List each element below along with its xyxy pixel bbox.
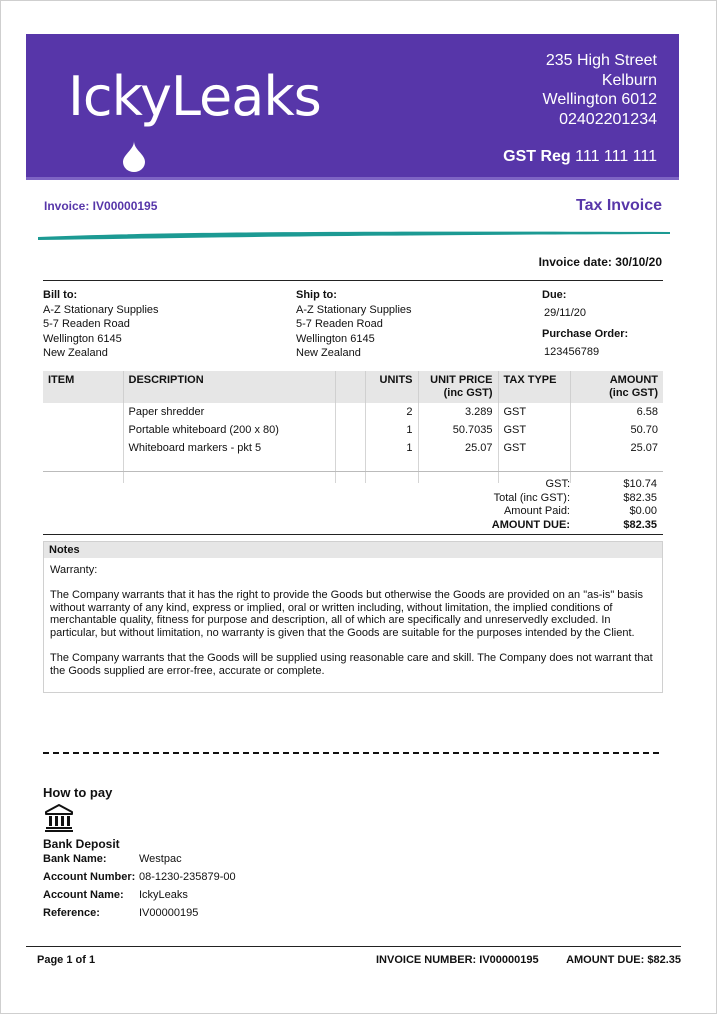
reference-value: IV00000195	[139, 907, 199, 919]
bill-to-line: A-Z Stationary Supplies	[43, 303, 159, 316]
footer-invoice-number: INVOICE NUMBER: IV00000195	[376, 954, 539, 966]
bank-name-value: Westpac	[139, 853, 182, 865]
bill-to-line: Wellington 6145	[43, 332, 122, 345]
gst-total-label: GST:	[545, 478, 570, 490]
ship-to-block	[296, 288, 412, 361]
invoice-header	[26, 34, 679, 180]
col-unit-price	[418, 371, 498, 403]
cell-units: 1	[365, 421, 418, 439]
cell-blank	[335, 403, 365, 421]
totals-row-due	[420, 519, 657, 533]
invoice-date	[539, 255, 662, 269]
totals-row-total	[420, 492, 657, 506]
cell-description: Portable whiteboard (200 x 80)	[123, 421, 335, 439]
cell-units: 1	[365, 439, 418, 457]
bill-to-line: New Zealand	[43, 347, 108, 359]
gst-total-value: $10.74	[623, 478, 657, 490]
cell-amount: 50.70	[630, 424, 658, 436]
drop-icon	[121, 140, 147, 172]
totals-divider	[43, 534, 663, 535]
ship-to-line: New Zealand	[296, 347, 361, 359]
amount-due-label: AMOUNT DUE:	[491, 518, 570, 531]
account-number-label: Account Number:	[43, 871, 136, 883]
cell-blank	[335, 439, 365, 457]
bill-to-line: 5-7 Readen Road	[43, 318, 130, 330]
total-value: $82.35	[623, 491, 657, 504]
invoice-number: Invoice: IV00000195	[44, 199, 158, 213]
account-number-value: 08-1230-235879-00	[139, 871, 236, 883]
footer-amount-due: AMOUNT DUE: $82.35	[566, 954, 681, 966]
table-row	[43, 403, 663, 421]
col-unit-price-line1: UNIT PRICE	[430, 374, 493, 386]
line-items-table	[43, 371, 663, 483]
bank-icon	[44, 803, 74, 833]
col-amount	[570, 371, 663, 403]
due-label: Due:	[542, 289, 567, 301]
cell-tax-type: GST	[498, 421, 570, 439]
notes-paragraph: Warranty:	[50, 564, 98, 576]
purchase-order-number: 123456789	[544, 346, 600, 358]
total-label: Total (inc GST):	[493, 491, 570, 504]
footer-divider	[26, 946, 681, 947]
gst-registration	[503, 148, 657, 166]
invoice-date-value: 30/10/20	[615, 255, 662, 269]
cell-unit-price: 25.07	[418, 439, 498, 457]
address-line: Kelburn	[601, 71, 657, 89]
cell-unit-price: 50.7035	[418, 421, 498, 439]
cell-item	[43, 403, 123, 421]
cell-amount: 25.07	[630, 442, 658, 454]
col-amount-line1: AMOUNT	[609, 374, 658, 386]
how-to-pay-heading: How to pay	[43, 785, 113, 800]
payment-method: Bank Deposit	[43, 837, 120, 851]
bank-name-label: Bank Name:	[43, 853, 107, 865]
company-address	[543, 51, 657, 129]
due-date: 29/11/20	[544, 307, 587, 319]
gst-number: 111 111 111	[575, 148, 657, 165]
cell-tax-type: GST	[498, 403, 570, 421]
cell-blank	[335, 421, 365, 439]
bank-detail-row	[43, 870, 236, 888]
ship-to-line: A-Z Stationary Supplies	[296, 303, 412, 316]
address-line: Wellington 6012	[542, 91, 657, 108]
col-item: ITEM	[43, 371, 123, 403]
col-tax-type: TAX TYPE	[498, 371, 570, 403]
amount-paid-label: Amount Paid:	[503, 505, 570, 517]
bank-detail-row	[43, 888, 236, 906]
ship-to-label: Ship to:	[296, 289, 337, 301]
reference-label: Reference:	[43, 907, 100, 919]
ship-to-line: 5-7 Readen Road	[296, 318, 383, 330]
account-name-label: Account Name:	[43, 889, 124, 901]
company-logo-text: IckyLeaks	[68, 65, 321, 128]
bill-to-label: Bill to:	[43, 289, 78, 301]
cell-tax-type: GST	[498, 439, 570, 457]
bank-detail-row	[43, 906, 236, 924]
bank-details	[43, 852, 236, 924]
col-amount-line2: (inc GST)	[609, 387, 658, 399]
gst-label: GST Reg	[503, 148, 571, 165]
invoice-date-label: Invoice date:	[538, 255, 612, 269]
totals-row-paid	[420, 505, 657, 519]
notes-box	[43, 541, 663, 693]
notes-paragraph: The Company warrants that the Goods will be supplied using reasonable care and skill. The Company does not warrant that the Goods supplied are error-free, accurate or complete.	[50, 651, 653, 677]
address-line: 235 High Street	[545, 52, 657, 69]
totals-block	[420, 478, 657, 532]
notes-heading: Notes	[44, 542, 662, 558]
page-indicator: Page 1 of 1	[37, 954, 96, 966]
cell-amount: 6.58	[636, 406, 658, 418]
cell-units: 2	[365, 403, 418, 421]
table-row	[43, 421, 663, 439]
amount-due-value: $82.35	[623, 518, 657, 531]
amount-paid-value: $0.00	[629, 505, 657, 517]
col-blank	[335, 371, 365, 403]
tear-off-line	[43, 752, 659, 754]
notes-paragraph: The Company warrants that it has the right to provide the Goods but otherwise the Goods are provided on an "as-is" basis without warranty of any kind, express or implied, oral or written including, without limitation, the implied conditions of merchantable quality, fitness for purpose and description, all of which are specifically and unreservedly excluded. In particular, but without limitation, no warranty is given that the Goods are suitable for the purposes intended by the Client.	[50, 588, 643, 640]
table-bottom-border	[43, 471, 663, 472]
ship-to-line: Wellington 6145	[296, 332, 375, 345]
cell-item	[43, 439, 123, 457]
company-phone: 02402201234	[559, 110, 657, 128]
purchase-order-label: Purchase Order:	[542, 328, 629, 340]
bank-detail-row	[43, 852, 236, 870]
table-row	[43, 439, 663, 457]
cell-item	[43, 421, 123, 439]
account-name-value: IckyLeaks	[139, 889, 188, 901]
section-divider	[43, 280, 663, 281]
bill-to-block	[43, 288, 159, 361]
col-units: UNITS	[365, 371, 418, 403]
cell-description: Whiteboard markers - pkt 5	[123, 439, 335, 457]
cell-description: Paper shredder	[123, 403, 335, 421]
cell-unit-price: 3.289	[418, 403, 498, 421]
document-title: Tax Invoice	[576, 197, 662, 214]
notes-body	[44, 558, 662, 678]
due-block	[542, 288, 628, 360]
totals-row-gst	[420, 478, 657, 492]
col-unit-price-line2: (inc GST)	[443, 387, 493, 399]
teal-swoosh-divider	[38, 228, 670, 242]
table-header-row	[43, 371, 663, 403]
col-description: DESCRIPTION	[123, 371, 335, 403]
